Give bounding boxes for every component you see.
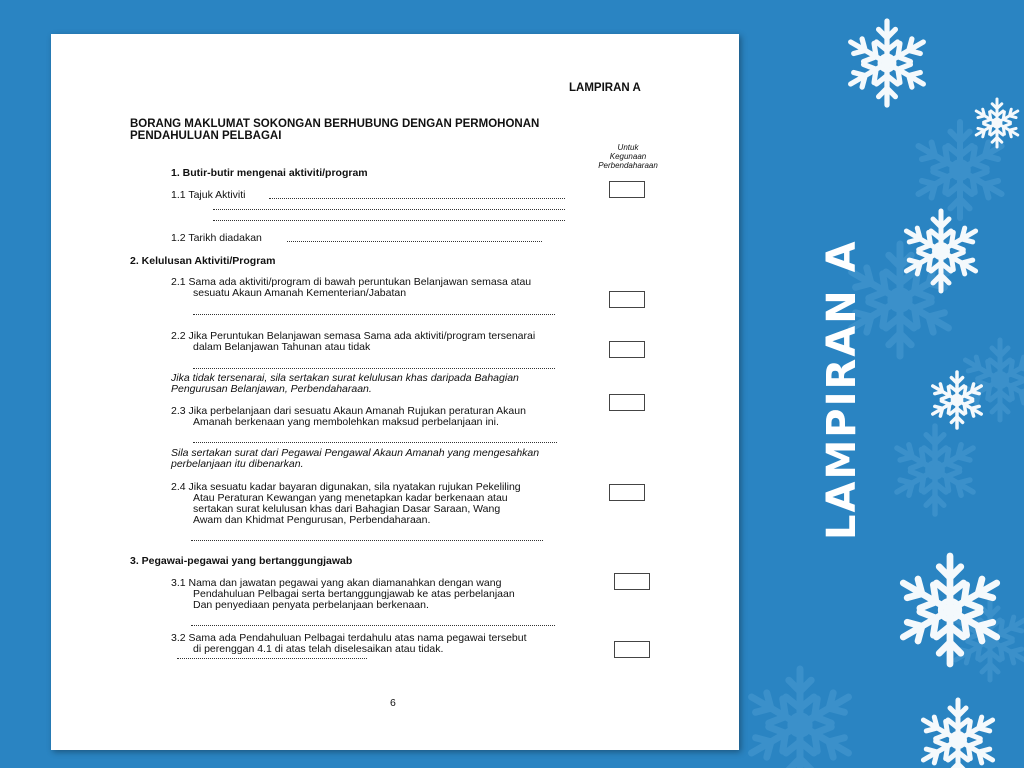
item-1-1-field-line2[interactable] <box>213 208 565 210</box>
item-2-2-line1: 2.2 Jika Peruntukan Belanjawan semasa Sama ada aktiviti/program tersenarai <box>171 330 536 342</box>
item-1-1-treasury-box[interactable] <box>609 181 645 198</box>
section3-heading: 3. Pegawai-pegawai yang bertanggungjawab <box>130 555 353 567</box>
treasury-note-line1: Untuk <box>617 143 639 152</box>
item-1-2-field[interactable] <box>287 240 542 242</box>
section2-heading: 2. Kelulusan Aktiviti/Program <box>130 255 276 267</box>
item-2-3-field[interactable] <box>193 441 557 443</box>
item-2-4-line1: 2.4 Jika sesuatu kadar bayaran digunakan, sila nyatakan rujukan Pekeliling <box>171 481 521 493</box>
item-2-4-line2: Atau Peraturan Kewangan yang menetapkan kadar berkenaan atau <box>193 492 508 504</box>
item-2-4-line4: Awam dan Khidmat Pengurusan, Perbendaharaan. <box>193 514 431 526</box>
item-1-1-field-line1[interactable] <box>269 197 565 199</box>
item-2-3-treasury-box[interactable] <box>609 394 645 411</box>
item-2-3-note-line2: perbelanjaan itu dibenarkan. <box>171 458 304 470</box>
form-title-line1: BORANG MAKLUMAT SOKONGAN BERHUBUNG DENGAN PERMOHONAN <box>130 118 540 130</box>
item-3-2-line2: di perenggan 4.1 di atas telah diselesaikan atau tidak. <box>193 643 444 655</box>
item-2-1-line1: 2.1 Sama ada aktiviti/program di bawah peruntukan Belanjawan semasa atau <box>171 276 532 288</box>
page-number: 6 <box>390 697 396 709</box>
item-2-2-treasury-box[interactable] <box>609 341 645 358</box>
item-3-1-treasury-box[interactable] <box>614 573 650 590</box>
item-2-4-treasury-box[interactable] <box>609 484 645 501</box>
treasury-note <box>583 143 673 170</box>
item-3-1-line1: 3.1 Nama dan jawatan pegawai yang akan diamanahkan dengan wang <box>171 577 502 589</box>
item-2-2-note-line2: Pengurusan Belanjawan, Perbendaharaan. <box>171 383 372 395</box>
item-1-1-field-line3[interactable] <box>213 219 565 221</box>
item-3-1-field[interactable] <box>191 624 555 626</box>
item-2-3-note-line1: Sila sertakan surat dari Pegawai Pengawal Akaun Amanah yang mengesahkan <box>171 447 540 459</box>
section1-heading: 1. Butir-butir mengenai aktiviti/program <box>171 167 368 179</box>
item-2-4-field[interactable] <box>191 539 543 541</box>
document-page <box>51 34 739 750</box>
treasury-note-line3: Perbendaharaan <box>598 161 658 170</box>
treasury-note-line2: Kegunaan <box>609 152 647 161</box>
item-2-4-line3: sertakan surat kelulusan khas dari Bahagian Dasar Saraan, Wang <box>193 503 501 515</box>
item-2-3-line1: 2.3 Jika perbelanjaan dari sesuatu Akaun Amanah Rujukan peraturan Akaun <box>171 405 526 417</box>
item-2-1-line2: sesuatu Akaun Amanah Kementerian/Jabatan <box>193 287 407 299</box>
item-3-1-line3: Dan penyediaan penyata perbelanjaan berkenaan. <box>193 599 429 611</box>
item-3-1-line2: Pendahuluan Pelbagai serta bertanggungjawab ke atas perbelanjaan <box>193 588 515 600</box>
annex-label: LAMPIRAN A <box>569 82 641 94</box>
item-2-1-field[interactable] <box>193 313 555 315</box>
item-3-2-field[interactable] <box>177 657 367 659</box>
item-1-2-label: 1.2 Tarikh diadakan <box>171 232 262 244</box>
slide-side-title: LAMPIRAN A <box>819 239 865 540</box>
item-2-1-treasury-box[interactable] <box>609 291 645 308</box>
item-2-2-field[interactable] <box>193 367 555 369</box>
form-title-line2: PENDAHULUAN PELBAGAI <box>130 130 282 142</box>
item-2-2-note-line1: Jika tidak tersenarai, sila sertakan surat kelulusan khas daripada Bahagian <box>171 372 519 384</box>
item-2-3-line2: Amanah berkenaan yang membolehkan maksud perbelanjaan ini. <box>193 416 499 428</box>
item-3-2-line1: 3.2 Sama ada Pendahuluan Pelbagai terdahulu atas nama pegawai tersebut <box>171 632 527 644</box>
item-3-2-treasury-box[interactable] <box>614 641 650 658</box>
item-2-2-line2: dalam Belanjawan Tahunan atau tidak <box>193 341 371 353</box>
item-1-1-label: 1.1 Tajuk Aktiviti <box>171 189 246 201</box>
